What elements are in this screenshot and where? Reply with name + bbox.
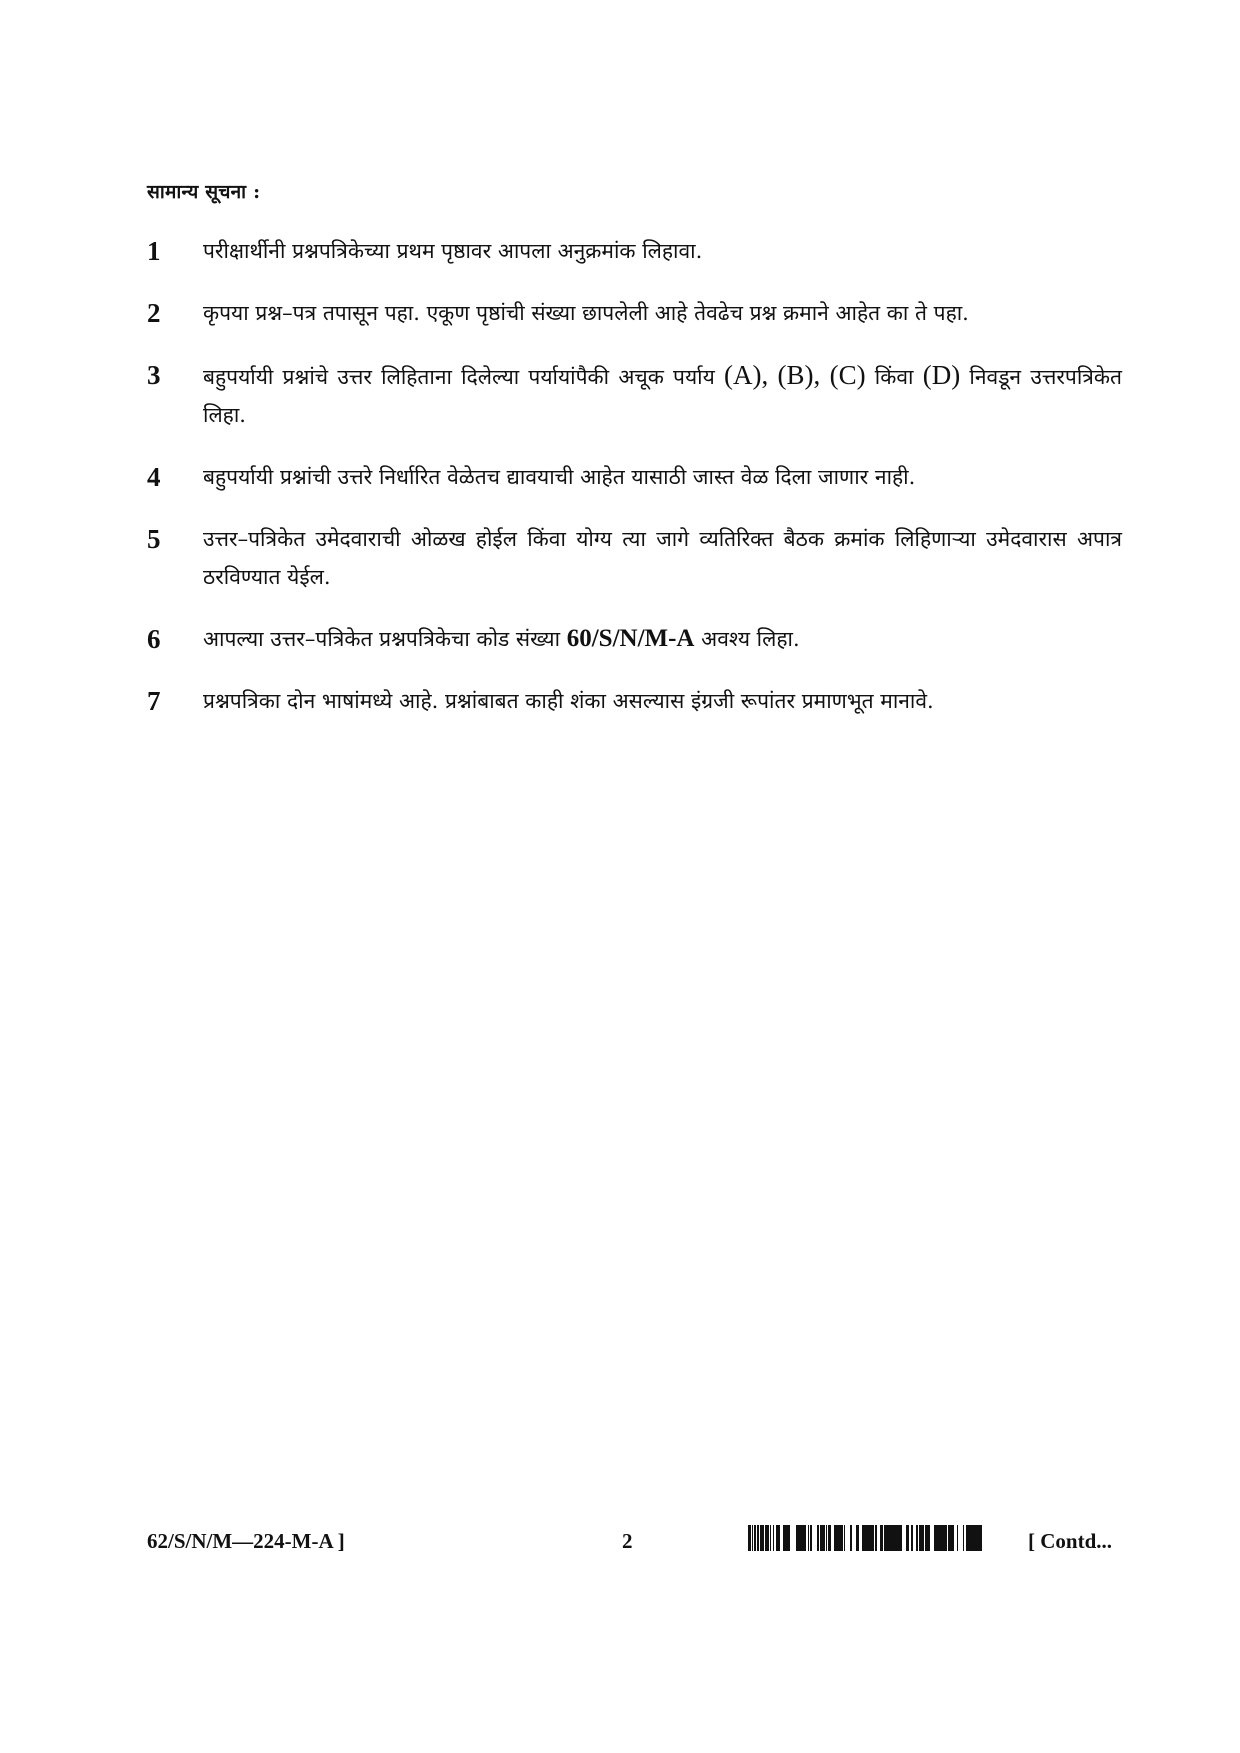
instruction-text: बहुपर्यायी प्रश्नांचे उत्तर लिहिताना दिलेल्या पर्यायांपैकी अचूक पर्याय (A), (B), (C) किंवा (D) निवडून उत्तरपत्रिकेत लिहा. bbox=[203, 360, 1122, 427]
instruction-text: बहुपर्यायी प्रश्नांची उत्तरे निर्धारित वेळेतच द्यावयाची आहेत यासाठी जास्त वेळ दिला जाणार नाही. bbox=[203, 465, 916, 489]
continued-label: [ Contd... bbox=[1027, 1529, 1112, 1553]
instruction-number: 6 bbox=[147, 624, 161, 654]
instruction-item-4 bbox=[147, 458, 1122, 496]
instruction-list bbox=[147, 232, 1122, 744]
instruction-item-3 bbox=[147, 356, 1122, 434]
instruction-text: प्रश्नपत्रिका दोन भाषांमध्ये आहे. प्रश्नांबाबत काही शंका असल्यास इंग्रजी रूपांतर प्रमाणभूत मानावे. bbox=[203, 689, 934, 713]
page-number: 2 bbox=[622, 1529, 633, 1553]
instruction-item-6 bbox=[147, 620, 1122, 658]
instruction-number: 5 bbox=[147, 524, 161, 554]
instruction-item-5 bbox=[147, 520, 1122, 596]
instruction-text: उत्तर–पत्रिकेत उमेदवाराची ओळख होईल किंवा योग्य त्या जागे व्यतिरिक्त बैठक क्रमांक लिहिणाऱ्या उमेदवारास अपात्र ठरविण्यात येईल. bbox=[203, 527, 1122, 589]
instruction-number: 3 bbox=[147, 360, 161, 390]
instruction-item-1 bbox=[147, 232, 1122, 270]
paper-code: 62/S/N/M—224-M-A ] bbox=[147, 1529, 345, 1553]
option-label-d: (D) bbox=[922, 360, 961, 390]
instruction-text: परीक्षार्थीनी प्रश्नपत्रिकेच्या प्रथम पृष्ठावर आपला अनुक्रमांक लिहावा. bbox=[203, 239, 703, 263]
question-paper-code: 60/S/N/M-A bbox=[566, 625, 695, 652]
page-footer bbox=[147, 1525, 1122, 1557]
instruction-text: कृपया प्रश्न–पत्र तपासून पहा. एकूण पृष्ठांची संख्या छापलेली आहे तेवढेच प्रश्न क्रमाने आहेत का ते पहा. bbox=[203, 301, 969, 325]
instruction-number: 1 bbox=[147, 236, 161, 266]
instruction-number: 2 bbox=[147, 298, 161, 328]
barcode-icon bbox=[748, 1525, 983, 1551]
instruction-text: आपल्या उत्तर–पत्रिकेत प्रश्नपत्रिकेचा कोड संख्या 60/S/N/M-A अवश्य लिहा. bbox=[203, 625, 800, 652]
instruction-number: 4 bbox=[147, 462, 161, 492]
instruction-item-2 bbox=[147, 294, 1122, 332]
option-labels-abc: (A), (B), (C) bbox=[724, 360, 866, 390]
instruction-item-7 bbox=[147, 682, 1122, 720]
instruction-number: 7 bbox=[147, 686, 161, 716]
general-instructions-heading: सामान्य सूचना : bbox=[147, 181, 261, 203]
